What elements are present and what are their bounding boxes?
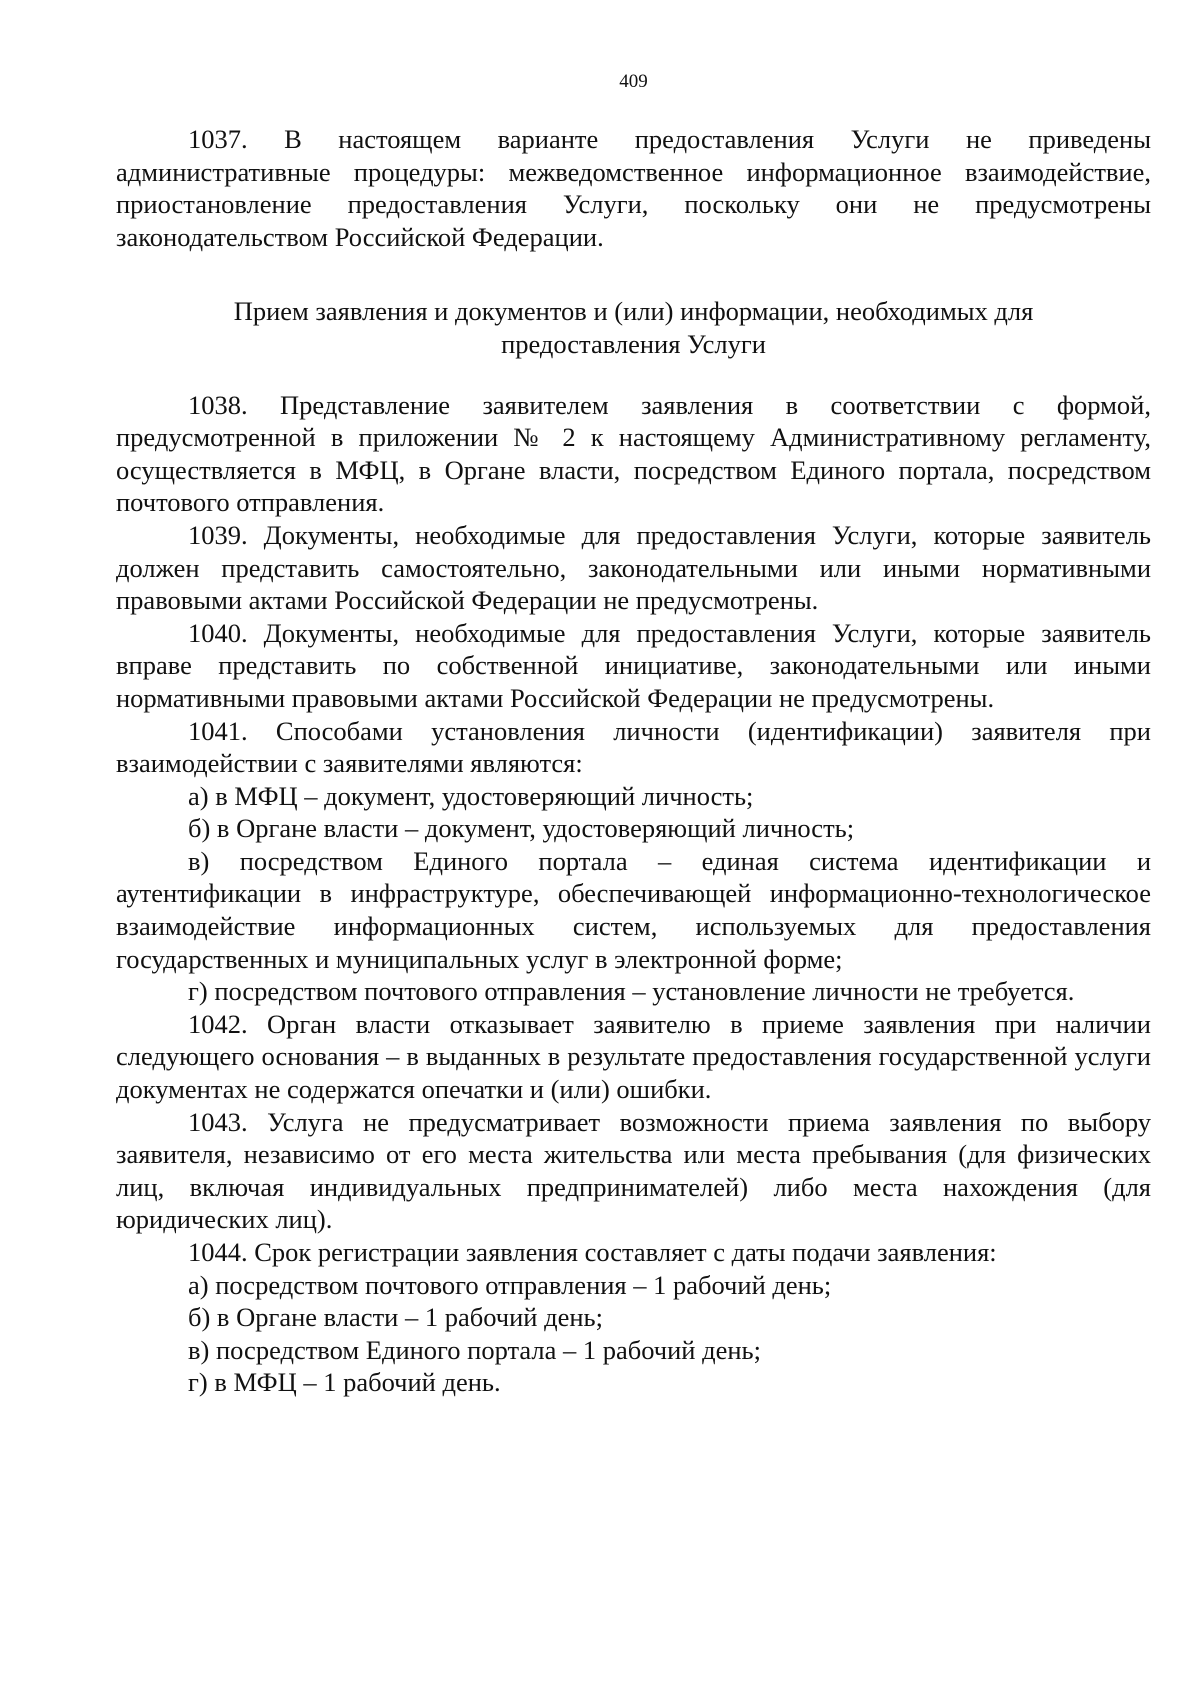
section-heading-line-1: Прием заявления и документов и (или) информации, необходимых для xyxy=(233,296,1034,327)
paragraph-1044: 1044. Срок регистрации заявления составляет с даты подачи заявления: xyxy=(188,1237,997,1267)
list-item-1044-v: в) посредством Единого портала – 1 рабочий день; xyxy=(188,1334,761,1365)
section-heading-line-2: предоставления Услуги xyxy=(501,328,766,359)
list-item-1044-a: а) посредством почтового отправления – 1 рабочий день; xyxy=(188,1269,832,1300)
paragraph-1041: 1041. Способами установления личности (идентификации) заявителя при взаимодействии с заявителями являются: xyxy=(116,715,1151,779)
page-number: 409 xyxy=(619,71,648,92)
paragraph-1042: 1042. Орган власти отказывает заявителю в приеме заявления при наличии следующего основания – в выданных в результате предоставления государственной услуги документах не содержатся опечатки и (или) ошибки. xyxy=(116,1008,1151,1105)
list-item-1041-b: б) в Органе власти – документ, удостоверяющий личность; xyxy=(188,813,855,844)
list-item-1044-b: б) в Органе власти – 1 рабочий день; xyxy=(188,1302,603,1333)
document-body xyxy=(116,123,1151,1399)
list-item-1041-g: г) посредством почтового отправления – установление личности не требуется. xyxy=(188,976,1075,1007)
paragraph-1037: 1037. В настоящем варианте предоставления Услуги не приведены административные процедуры: межведомственное информационное взаимодействие, приостановление предоставления Услуги, поскольку они не предусмотрены законодательством Российской Федерации. xyxy=(116,124,1151,252)
list-item-1041-a: а) в МФЦ – документ, удостоверяющий личность; xyxy=(188,780,754,811)
list-item-1041-v: в) посредством Единого портала – единая система идентификации и аутентификации в инфраструктуре, обеспечивающей информационно-технологическое взаимодействие информационных систем, используемых для предоставления государственных и муниципальных услуг в электронной форме; xyxy=(116,845,1151,974)
paragraph-1039: 1039. Документы, необходимые для предоставления Услуги, которые заявитель должен представить самостоятельно, законодательными или иными нормативными правовыми актами Российской Федерации не предусмотрены. xyxy=(116,519,1151,616)
paragraph-1040: 1040. Документы, необходимые для предоставления Услуги, которые заявитель вправе представить по собственной инициативе, законодательными или иными нормативными правовыми актами Российской Федерации не предусмотрены. xyxy=(116,617,1151,713)
list-item-1044-g: г) в МФЦ – 1 рабочий день. xyxy=(188,1367,501,1398)
paragraph-1038: 1038. Представление заявителем заявления в соответствии с формой, предусмотренной в приложении № 2 к настоящему Административному регламенту, осуществляется в МФЦ, в Органе власти, посредством Единого портала, посредством почтового отправления. xyxy=(116,389,1151,518)
paragraph-1043: 1043. Услуга не предусматривает возможности приема заявления по выбору заявителя, независимо от его места жительства или места пребывания (для физических лиц, включая индивидуальных предпринимателей) либо места нахождения (для юридических лиц). xyxy=(116,1106,1151,1235)
section-heading xyxy=(116,295,1151,360)
